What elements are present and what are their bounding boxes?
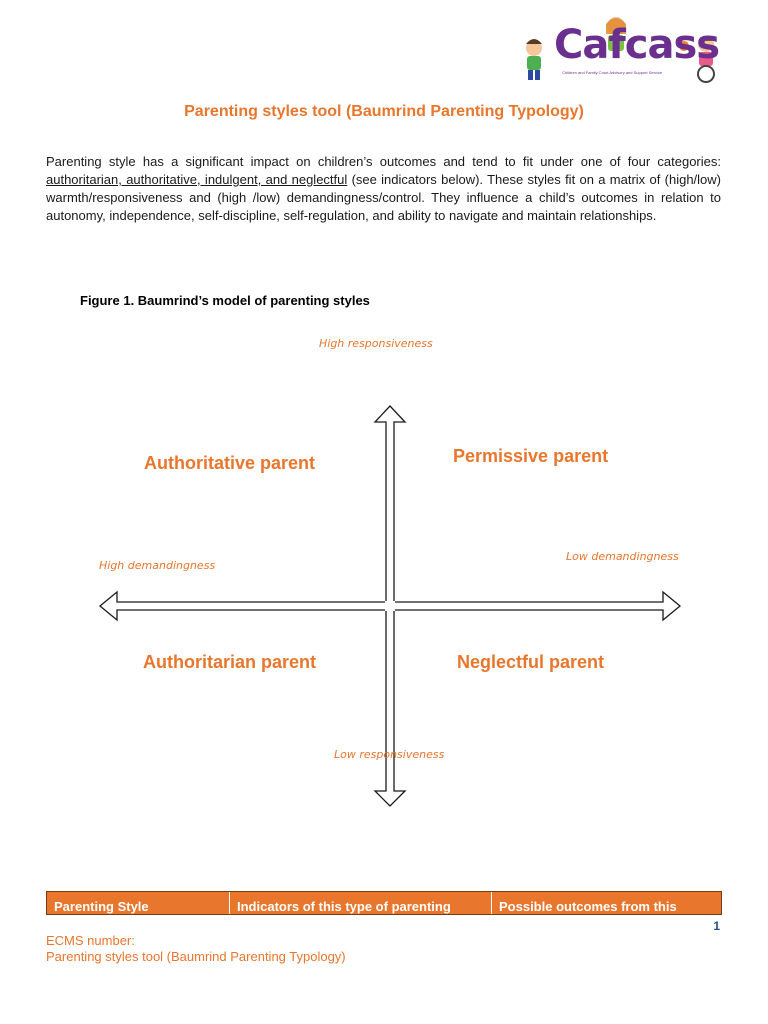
intro-text-end: (see indicators below). These styles fit on a matrix of (high/low) warmth/responsiveness and (high /low) demandingness/control. They influence a child’s outcomes in relation to autonomy, independence, self-discipline, self-regulation, and ability to navigate and maintain relationships. xyxy=(46,172,721,223)
logo-subtitle: Children and Family Court Advisory and Support Service xyxy=(562,70,663,75)
quadrant-authoritarian: Authoritarian parent xyxy=(143,652,317,672)
figure-title: Figure 1. Baumrind’s model of parenting styles xyxy=(80,293,370,308)
document-title: Parenting styles tool (Baumrind Parenting Typology) xyxy=(184,103,584,120)
table-header-parenting-style: Parenting Style xyxy=(47,892,230,914)
table-header-outcomes: Possible outcomes from this xyxy=(499,899,677,914)
axis-label-high-demandingness: High demandingness xyxy=(99,559,216,572)
page-number: 1 xyxy=(713,919,720,933)
page-footer xyxy=(46,933,346,965)
axis-label-high-responsiveness: High responsiveness xyxy=(319,337,433,350)
axis-crossing xyxy=(385,601,395,611)
axis-label-low-responsiveness: Low responsiveness xyxy=(334,748,445,761)
intro-text-start: Parenting style has a significant impact on children’s outcomes and tend to fit under one of four categories: xyxy=(46,154,721,169)
intro-underlined-categories: authoritarian, authoritative, indulgent, and neglectful xyxy=(46,172,348,187)
quadrant-neglectful: Neglectful parent xyxy=(457,652,605,672)
footer-document-name: Parenting styles tool (Baumrind Parenting Typology) xyxy=(46,949,346,964)
footer-ecms-label: ECMS number: xyxy=(46,933,135,948)
logo-wordmark: Cafcass xyxy=(554,22,720,68)
table-header-indicators: Indicators of this type of parenting xyxy=(230,892,492,914)
quadrant-authoritative: Authoritative parent xyxy=(144,453,316,473)
quadrant-permissive: Permissive parent xyxy=(453,446,609,466)
parenting-styles-table-header xyxy=(46,891,722,915)
axis-label-low-demandingness: Low demandingness xyxy=(566,550,679,563)
